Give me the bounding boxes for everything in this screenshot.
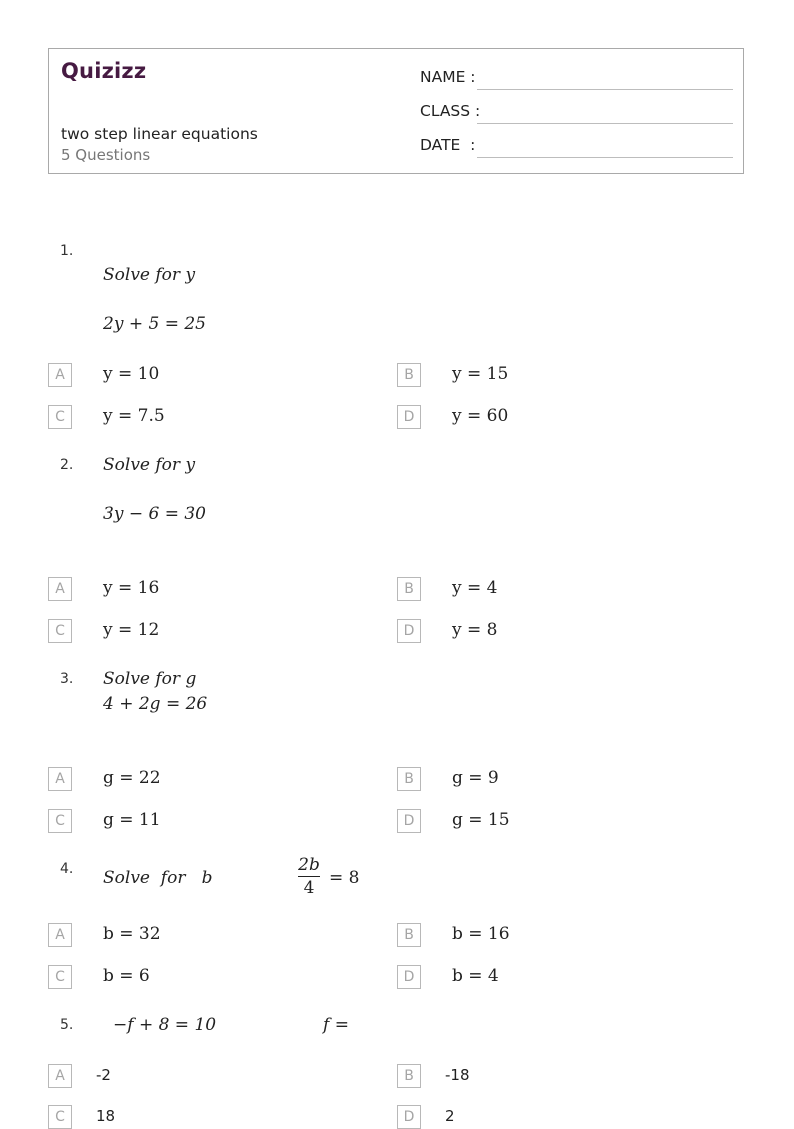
question-equation: 4 + 2g = 26 [103, 694, 208, 714]
question-number: 1. [60, 243, 74, 259]
question-equation: 3y − 6 = 30 [103, 504, 206, 524]
option-c-box[interactable]: C [48, 1105, 72, 1129]
option-c-box[interactable]: C [48, 809, 72, 833]
option-c-text: y = 12 [103, 620, 160, 640]
option-a-text: g = 22 [103, 768, 161, 788]
option-b-text: b = 16 [452, 924, 510, 944]
question-prompt: Solve for g [103, 669, 197, 689]
question-equation: −f + 8 = 10 [113, 1015, 217, 1035]
class-line [477, 123, 733, 124]
option-a-text: -2 [96, 1066, 111, 1084]
option-c-text: y = 7.5 [103, 406, 165, 426]
option-a-box[interactable]: A [48, 1064, 72, 1088]
worksheet-header [48, 48, 744, 174]
option-b-text: g = 9 [452, 768, 499, 788]
option-a-box[interactable]: A [48, 363, 72, 387]
answer-target: f = [323, 1015, 349, 1035]
date-label: DATE : [420, 136, 476, 154]
option-d-text: b = 4 [452, 966, 499, 986]
equation-rhs: = 8 [329, 868, 360, 888]
option-d-box[interactable]: D [397, 619, 421, 643]
option-d-text: y = 8 [452, 620, 498, 640]
fraction [298, 855, 320, 898]
option-d-box[interactable]: D [397, 1105, 421, 1129]
option-b-text: y = 15 [452, 364, 509, 384]
option-d-text: 2 [445, 1107, 455, 1125]
question-number: 3. [60, 671, 74, 687]
option-a-box[interactable]: A [48, 577, 72, 601]
option-b-box[interactable]: B [397, 577, 421, 601]
question-number: 5. [60, 1017, 74, 1033]
option-d-box[interactable]: D [397, 809, 421, 833]
option-b-box[interactable]: B [397, 923, 421, 947]
option-b-text: -18 [445, 1066, 470, 1084]
option-d-text: y = 60 [452, 406, 509, 426]
option-d-box[interactable]: D [397, 965, 421, 989]
class-label: CLASS : [420, 102, 481, 120]
option-d-box[interactable]: D [397, 405, 421, 429]
option-d-text: g = 15 [452, 810, 510, 830]
question-prompt: Solve for b [103, 868, 213, 888]
quizizz-logo: Quizizz [61, 59, 147, 83]
option-c-box[interactable]: C [48, 405, 72, 429]
option-c-box[interactable]: C [48, 965, 72, 989]
question-prompt: Solve for y [103, 455, 196, 475]
option-c-text: 18 [96, 1107, 116, 1125]
option-b-text: y = 4 [452, 578, 498, 598]
fraction-bar [298, 876, 320, 877]
question-count: 5 Questions [61, 146, 151, 164]
question-number: 2. [60, 457, 74, 473]
fraction-numerator: 2b [298, 855, 320, 875]
option-b-box[interactable]: B [397, 1064, 421, 1088]
option-c-text: g = 11 [103, 810, 161, 830]
question-number: 4. [60, 861, 74, 877]
option-a-text: y = 16 [103, 578, 160, 598]
option-b-box[interactable]: B [397, 363, 421, 387]
option-c-text: b = 6 [103, 966, 150, 986]
name-label: NAME : [420, 68, 476, 86]
option-a-box[interactable]: A [48, 923, 72, 947]
fraction-denominator: 4 [303, 878, 315, 898]
question-prompt: Solve for y [103, 265, 196, 285]
date-line [477, 157, 733, 158]
option-a-box[interactable]: A [48, 767, 72, 791]
name-line [477, 89, 733, 90]
option-b-box[interactable]: B [397, 767, 421, 791]
worksheet-title: two step linear equations [61, 125, 258, 143]
option-a-text: b = 32 [103, 924, 161, 944]
option-c-box[interactable]: C [48, 619, 72, 643]
question-equation: 2y + 5 = 25 [103, 314, 206, 334]
option-a-text: y = 10 [103, 364, 160, 384]
